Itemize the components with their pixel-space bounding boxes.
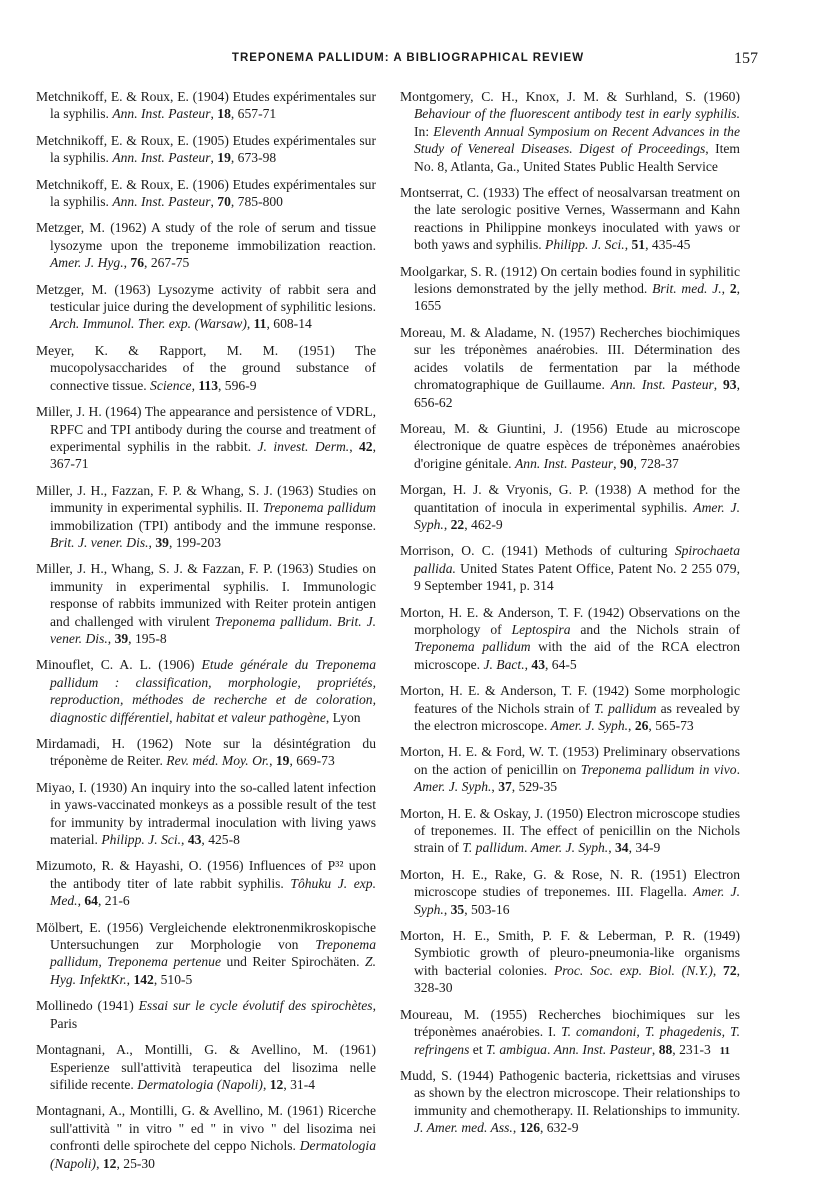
reference-entry — [36, 1041, 376, 1093]
right-column — [400, 88, 740, 1146]
reference-text: , 529-35 — [511, 779, 558, 795]
reference-text: with the aid of the RCA electron microscope. — [414, 639, 740, 672]
reference-text: Montagnani, A., Montilli, G. & Avellino, M. (1961) Ricerche sull'attività " in vitro " ed " in vivo " del lisozima nei confronti delle spirochete del ceppo Nichols. — [36, 1103, 376, 1154]
reference-text: , 785-800 — [230, 194, 283, 210]
reference-text: immobilization (TPI) antibody and the immune response. — [50, 517, 376, 533]
reference-text: In: — [414, 123, 434, 139]
reference-text: Morton, H. E., Rake, G. & Rose, N. R. (1951) Electron microscope studies of treponemes. III. Flagella. — [400, 866, 740, 900]
reference-text: Miller, J. H., Fazzan, F. P. & Whang, S. J. (1963) Studies on immunity in experimental syphilis. II. — [36, 482, 376, 516]
reference-source: Eleventh Annual Symposium on Recent Advances in the Study of Venereal Diseases. Digest of Proceedings — [414, 123, 740, 157]
reference-source: T. pallidum — [593, 700, 657, 716]
reference-entry — [36, 656, 376, 726]
reference-volume: 18 — [217, 106, 231, 122]
reference-text: Morton, H. E. & Anderson, T. F. (1942) Some morphologic features of the Nichols strain of — [400, 683, 740, 716]
reference-text: , 632-9 — [540, 1120, 579, 1136]
reference-text: , — [148, 534, 156, 550]
left-column — [36, 88, 376, 1181]
reference-entry — [400, 682, 740, 734]
reference-entry — [400, 324, 740, 411]
reference-entry — [36, 1102, 376, 1172]
reference-source: Tôhuku J. exp. Med. — [50, 875, 376, 909]
reference-text: , — [246, 316, 254, 332]
reference-text: , — [349, 438, 359, 454]
reference-entry — [36, 219, 376, 271]
reference-text: , — [210, 150, 218, 166]
reference-text: , 267-75 — [144, 255, 190, 271]
reference-text: Montgomery, C. H., Knox, J. M. & Surhland, S. (1960) — [400, 89, 740, 104]
reference-text: , — [126, 971, 134, 987]
reference-volume: 12 — [102, 1155, 117, 1171]
reference-text: Moolgarkar, S. R. (1912) On certain bodies found in syphilitic lesions demonstrated by the jelly method. — [400, 263, 740, 297]
reference-text: , 21-6 — [97, 893, 130, 909]
reference-source: Ann. Inst. Pasteur — [112, 194, 211, 210]
reference-source: Amer. J. Syph. — [414, 884, 740, 917]
reference-volume: 90 — [619, 455, 634, 471]
reference-text: Mirdamadi, H. (1962) Note sur la désintégration du tréponème de Reiter. — [36, 736, 376, 769]
reference-text: , 435-45 — [645, 237, 691, 253]
reference-text: , — [262, 1076, 270, 1092]
reference-text: , 31-4 — [283, 1076, 316, 1092]
reference-entry — [36, 88, 376, 123]
reference-volume: 142 — [133, 971, 154, 987]
reference-volume: 51 — [631, 237, 646, 253]
reference-text: . — [328, 613, 338, 629]
reference-volume: 72 — [723, 962, 737, 978]
reference-text: , 673-98 — [230, 150, 277, 166]
reference-text: , 34-9 — [628, 840, 661, 856]
reference-text: , 25-30 — [116, 1155, 155, 1171]
reference-entry — [36, 919, 376, 989]
reference-entry — [36, 403, 376, 473]
reference-source: Philipp. J. Sci. — [101, 832, 182, 848]
reference-volume: 93 — [723, 377, 737, 393]
reference-source: Treponema pallidum — [414, 639, 531, 655]
reference-text: , — [210, 194, 218, 210]
reference-text: , 669-73 — [289, 753, 335, 769]
reference-entry — [36, 176, 376, 211]
reference-text: Montserrat, C. (1933) The effect of neosalvarsan treatment on the late serologic positive Vernes, Wassermann and Kahn reactions in Philippine monkeys inoculated with yaws or both yaws and syphilis. — [400, 185, 740, 253]
reference-text: Mizumoto, R. & Hayashi, O. (1956) Influences of P³² upon the antibody titer of late rabbit syphilis. — [36, 858, 376, 891]
reference-volume: 43 — [187, 832, 202, 848]
reference-text: , Item No. 8, Atlanta, Ga., United States Public Health Service — [414, 141, 740, 174]
reference-text: Montagnani, A., Montilli, G. & Avellino, M. (1961) Esperienze sull'attività terapeutica del lisozima nelle sifilide recente. — [36, 1042, 376, 1092]
reference-volume: 34 — [615, 840, 629, 856]
reference-source: Essai sur le cycle évolutif des spirochètes — [138, 998, 373, 1014]
reference-text: Mudd, S. (1944) Pathogenic bacteria, rickettsias and viruses as shown by the electron microscope. Their relationships to immunity and chemotherapy. II. Relationships to immunity. — [400, 1067, 740, 1118]
reference-volume: 64 — [84, 893, 98, 909]
reference-text: United States Patent Office, Patent No. 2 255 079, 9 September 1941, p. 314 — [414, 560, 740, 594]
reference-source: Dermatologia (Napoli) — [137, 1076, 263, 1092]
reference-text: , 596-9 — [218, 377, 257, 393]
reference-text: , — [721, 281, 730, 297]
reference-text: , — [624, 237, 632, 253]
reference-text: , — [181, 832, 188, 848]
reference-source: Z. Hyg. InfektKr. — [50, 954, 376, 987]
reference-text: , Lyon — [325, 709, 361, 725]
reference-text: , 657-71 — [230, 106, 277, 122]
reference-source: J. Bact. — [483, 656, 525, 672]
reference-text: Minouflet, C. A. L. (1906) — [36, 657, 202, 673]
reference-volume: 76 — [130, 255, 145, 271]
reference-source: Arch. Immunol. Ther. exp. (Warsaw) — [50, 316, 247, 332]
reference-source: Science — [150, 377, 192, 393]
reference-text: Morgan, H. J. & Vryonis, G. P. (1938) A method for the quantitation of inocula in experimental syphilis. — [400, 482, 740, 515]
reference-text: , 328-30 — [414, 962, 741, 996]
reference-text: , — [96, 1155, 103, 1171]
reference-text: , 1655 — [414, 281, 741, 314]
reference-entry — [400, 604, 740, 674]
reference-entry — [36, 482, 376, 552]
reference-text: Metchnikoff, E. & Roux, E. (1905) Etudes expérimentales sur la syphilis. — [36, 132, 376, 166]
reference-text: Morton, H. E. & Oskay, J. (1950) Electron microscope studies of treponemes. II. The effect of penicillin on the Nichols strain of — [400, 805, 740, 856]
reference-text: , 462-9 — [464, 516, 503, 532]
reference-source: Ann. Inst. Pasteur — [112, 150, 211, 166]
reference-text: Moreau, M. & Aladame, N. (1957) Recherches biochimiques sur les tréponèmes anaérobies. III. Détermination des acides volatils de fermentation par la méthode chromatographique de Guillaume. — [400, 324, 740, 393]
reference-entry — [36, 560, 376, 647]
reference-text: Miyao, I. (1930) An inquiry into the so-called latent infection in yaws-vaccinated monkeys as a possible result of the test for immunity by intradermal inoculation with living yaws material. — [36, 779, 376, 848]
reference-text: Morton, H. E. & Anderson, T. F. (1942) Observations on the morphology of — [400, 604, 740, 637]
reference-volume: 19 — [217, 150, 231, 166]
reference-text: , — [491, 779, 499, 795]
reference-source: Proc. Soc. exp. Biol. (N.Y.) — [553, 962, 713, 978]
reference-text: , 510-5 — [153, 971, 193, 987]
reference-text: , 565-73 — [648, 718, 694, 733]
reference-text: . — [546, 1041, 554, 1057]
reference-text: Metzger, M. (1963) Lysozyme activity of rabbit sera and testicular juice during the development of syphilitic lesions. — [36, 281, 376, 315]
reference-text: , — [123, 255, 131, 271]
reference-text: Metchnikoff, E. & Roux, E. (1906) Etudes expérimentales sur la syphilis. — [36, 176, 376, 210]
reference-text: und Reiter Spirochäten. — [221, 954, 366, 970]
reference-source: Ann. Inst. Pasteur — [553, 1041, 652, 1057]
reference-text: , — [210, 106, 218, 122]
reference-entry — [400, 420, 740, 472]
reference-source: Leptospira — [511, 621, 571, 637]
reference-text: et — [469, 1041, 486, 1057]
reference-text: , 728-37 — [633, 455, 679, 471]
reference-text: , 656-62 — [414, 377, 740, 410]
reference-text: Miller, J. H., Whang, S. J. & Fazzan, F. P. (1963) Studies on immunity in experimental syphilis. I. Immunologic response of rabbits immunized with Reiter protein antigen and challenged with virulent — [36, 561, 376, 629]
reference-text: . — [736, 761, 740, 777]
reference-volume: 39 — [114, 630, 129, 646]
reference-source: Behaviour of the fluorescent antibody test in early syphilis. — [414, 106, 740, 122]
reference-text: , 425-8 — [201, 832, 240, 848]
reference-text: Metchnikoff, E. & Roux, E. (1904) Etudes expérimentales sur la syphilis. — [36, 89, 376, 122]
reference-source: Treponema pallidum — [214, 613, 329, 629]
reference-text: , — [713, 377, 723, 393]
reference-volume: 43 — [531, 656, 545, 672]
reference-source: Spirochaeta pallida. — [414, 543, 740, 576]
reference-text: . — [524, 840, 531, 856]
signature-mark: 11 — [719, 1045, 730, 1057]
reference-entry — [400, 866, 740, 918]
reference-text: , — [443, 516, 451, 532]
reference-entry — [400, 1067, 740, 1137]
reference-source: Dermatologia (Napoli) — [50, 1138, 376, 1171]
reference-text: , 195-8 — [128, 630, 167, 646]
reference-source: T. pallidum — [462, 840, 525, 856]
reference-text: Moreau, M. & Giuntini, J. (1956) Etude au microscope électronique de quatre espèces de tréponèmes anaérobies d'origine génitale. — [400, 420, 740, 471]
reference-source: Amer. J. Syph. — [530, 840, 609, 856]
reference-entry — [36, 132, 376, 167]
reference-text: , — [651, 1041, 659, 1057]
reference-text: , — [107, 630, 115, 646]
reference-volume: 26 — [634, 718, 649, 733]
running-title: TREPONEMA PALLIDUM: A BIBLIOGRAPHICAL REVIEW — [231, 52, 585, 64]
reference-volume: 39 — [155, 534, 169, 550]
reference-volume: 2 — [729, 281, 737, 297]
reference-source: Treponema pallidum — [262, 500, 376, 516]
reference-text: , — [712, 962, 724, 978]
reference-source: Philipp. J. Sci. — [545, 237, 625, 253]
page-header — [0, 50, 816, 70]
reference-volume: 88 — [658, 1041, 673, 1057]
reference-source: Brit. J. vener. Dis. — [50, 534, 149, 550]
reference-entry — [400, 805, 740, 857]
reference-volume: 113 — [198, 377, 218, 393]
reference-text: Mollinedo (1941) — [36, 998, 139, 1014]
reference-entry — [400, 1006, 740, 1058]
reference-entry — [400, 743, 740, 795]
reference-volume: 22 — [450, 516, 465, 532]
reference-entry — [36, 779, 376, 849]
reference-source: Ann. Inst. Pasteur — [610, 377, 714, 393]
reference-entry — [36, 857, 376, 909]
reference-text: Morton, H. E., Smith, P. F. & Leberman, P. R. (1949) Symbiotic growth of pleuro-pneumonia-like organisms with bacterial colonies. — [400, 928, 740, 978]
reference-source: Treponema pallidum, Treponema pertenue — [50, 937, 376, 970]
reference-volume: 70 — [217, 194, 231, 210]
reference-source: Ann. Inst. Pasteur — [514, 455, 614, 471]
reference-text: and the Nichols strain of — [570, 621, 741, 637]
reference-text: , — [613, 455, 620, 471]
reference-source: J. Amer. med. Ass. — [414, 1120, 513, 1136]
reference-text: , — [628, 718, 635, 733]
reference-text: , — [443, 901, 451, 917]
reference-text: , — [524, 656, 532, 672]
reference-volume: 19 — [275, 753, 290, 769]
reference-text: , 503-16 — [464, 901, 510, 917]
reference-volume: 35 — [450, 901, 465, 917]
reference-source: Brit. J. vener. Dis. — [50, 613, 377, 646]
reference-source: T. comandoni, T. phagedenis, T. refringens — [414, 1024, 741, 1057]
reference-text: , 367-71 — [50, 438, 376, 472]
reference-volume: 12 — [269, 1076, 284, 1092]
reference-volume: 126 — [519, 1120, 540, 1136]
reference-entry — [400, 88, 740, 175]
reference-entry — [36, 735, 376, 770]
reference-entry — [36, 997, 376, 1032]
reference-source: Ann. Inst. Pasteur — [112, 106, 211, 122]
reference-entry — [400, 184, 740, 254]
reference-source: T. ambigua — [486, 1041, 547, 1057]
reference-text: , 64-5 — [545, 656, 577, 672]
reference-entry — [400, 481, 740, 533]
reference-text: , — [608, 840, 615, 856]
reference-text: as revealed by the electron microscope. — [414, 700, 740, 733]
reference-source: J. invest. Derm. — [257, 438, 350, 454]
reference-source: Amer. J. Syph. — [414, 779, 492, 795]
reference-volume: 42 — [359, 438, 373, 454]
reference-source: Rev. méd. Moy. Or. — [166, 753, 270, 769]
reference-text: Miller, J. H. (1964) The appearance and persistence of VDRL, RPFC and TPI antibody during the course and treatment of experimental syphilis in the rabbit. — [36, 404, 376, 454]
reference-text: Mölbert, E. (1956) Vergleichende elektronenmikroskopische Untersuchungen zur Morphologie von — [36, 919, 376, 953]
reference-text: Meyer, K. & Rapport, M. M. (1951) The mucopolysaccharides of the ground substance of connective tissue. — [36, 342, 376, 393]
reference-source: Amer. J. Hyg. — [50, 255, 124, 271]
reference-volume: 11 — [253, 316, 267, 332]
reference-volume: 37 — [498, 779, 512, 795]
reference-text: , — [512, 1120, 520, 1136]
reference-entry — [400, 542, 740, 594]
reference-source: Amer. J. Syph. — [550, 718, 629, 733]
reference-text: , 608-14 — [266, 316, 312, 332]
reference-entry — [36, 281, 376, 333]
reference-source: Treponema pallidum in vivo — [580, 761, 737, 777]
reference-text: , — [77, 893, 85, 909]
reference-text: , — [269, 753, 276, 769]
reference-source: Etude générale du Treponema pallidum : classification, morphologie, propriétés, reproduction, méthodes de recherche et de coloration, diagnostic différentiel, habitat et valeur pathogène — [50, 657, 376, 725]
reference-text: , Paris — [50, 998, 376, 1031]
reference-text: Morrison, O. C. (1941) Methods of culturing — [400, 543, 675, 559]
reference-entry — [36, 342, 376, 394]
reference-text: Moureau, M. (1955) Recherches biochimiques sur les tréponèmes anaérobies. I. — [400, 1006, 740, 1040]
page-number: 157 — [734, 50, 758, 67]
reference-text: , 231-3 — [672, 1041, 711, 1057]
reference-source: Brit. med. J. — [652, 281, 722, 297]
reference-entry — [400, 263, 740, 315]
reference-text: , 199-203 — [168, 534, 222, 550]
reference-entry — [400, 927, 740, 997]
reference-text: , — [191, 377, 199, 393]
reference-text: Morton, H. E. & Ford, W. T. (1953) Preliminary observations on the action of penicillin on — [400, 744, 740, 777]
reference-source: Amer. J. Syph. — [414, 499, 740, 532]
reference-text: Metzger, M. (1962) A study of the role of serum and tissue lysozyme upon the treponeme immobilization reaction. — [36, 220, 376, 253]
